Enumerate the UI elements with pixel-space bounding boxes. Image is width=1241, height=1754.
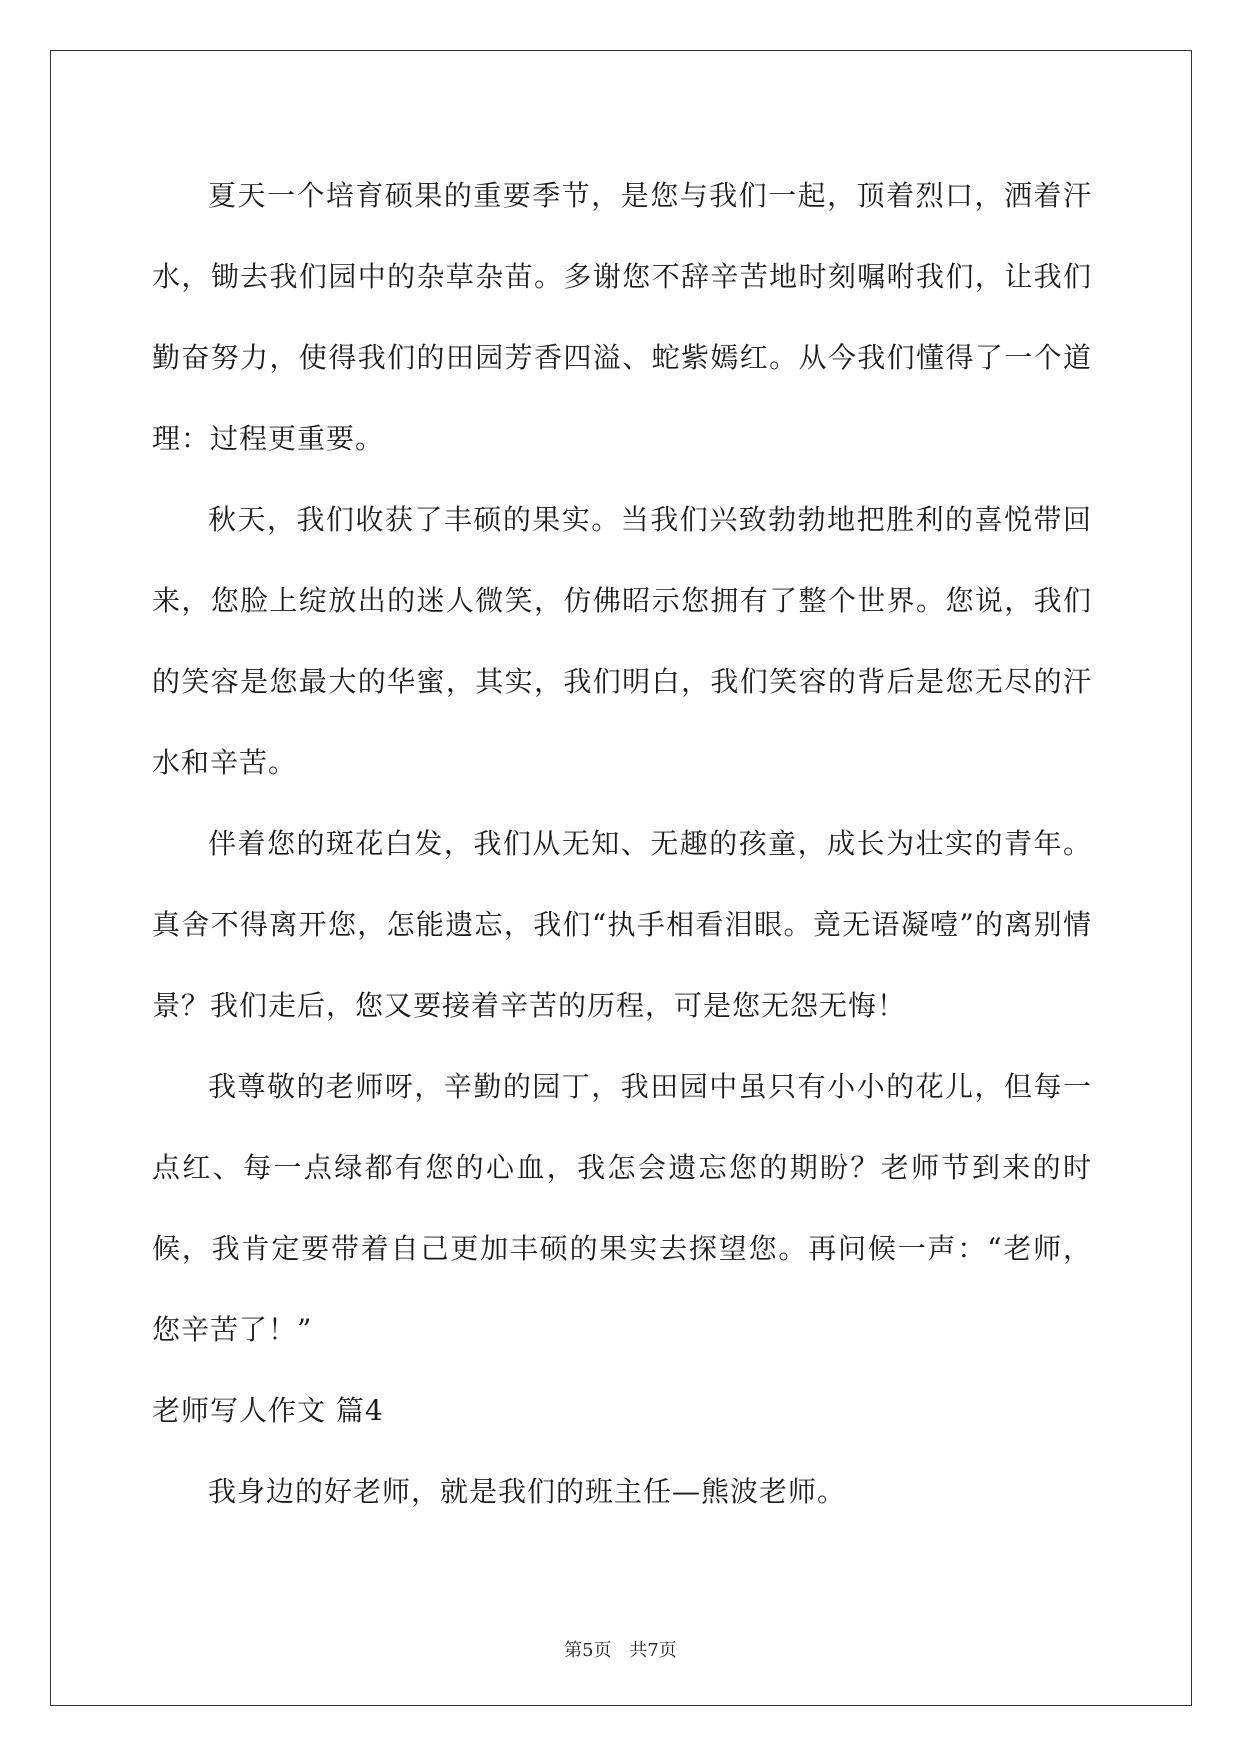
paragraph-farewell: 伴着您的斑花白发，我们从无知、无趣的孩童，成长为壮实的青年。真舍不得离开您，怎能遗忘，我们“执手相看泪眼。竟无语凝噎”的离别情景？我们走后，您又要接着辛苦的历程，可是您无怨无悔！ [152, 827, 1092, 1022]
paragraph-gratitude: 我尊敬的老师呀，辛勤的园丁，我田园中虽只有小小的花儿，但每一点红、每一点绿都有您的心血，我怎会遗忘您的期盼？老师节到来的时候，我肯定要带着自己更加丰硕的果实去探望您。再问候一声：“老师，您辛苦了！” [152, 1070, 1092, 1346]
section-heading: 老师写人作文 篇4 [152, 1394, 384, 1427]
document-body [152, 155, 1092, 1532]
page-number-current: 第5页 [564, 1640, 612, 1661]
page-number-total: 共7页 [629, 1640, 677, 1661]
paragraph-intro: 我身边的好老师，就是我们的班主任—熊波老师。 [208, 1475, 847, 1508]
paragraph-autumn: 秋天，我们收获了丰硕的果实。当我们兴致勃勃地把胜利的喜悦带回来，您脸上绽放出的迷人微笑，仿佛昭示您拥有了整个世界。您说，我们的笑容是您最大的华蜜，其实，我们明白，我们笑容的背后是您无尽的汗水和辛苦。 [152, 503, 1092, 779]
page-footer [0, 1636, 1241, 1662]
paragraph-summer: 夏天一个培育硕果的重要季节，是您与我们一起，顶着烈口，洒着汗水，锄去我们园中的杂草杂苗。多谢您不辞辛苦地时刻嘱咐我们，让我们勤奋努力，使得我们的田园芳香四溢、蛇紫嫣红。从今我们懂得了一个道理：过程更重要。 [152, 179, 1092, 455]
